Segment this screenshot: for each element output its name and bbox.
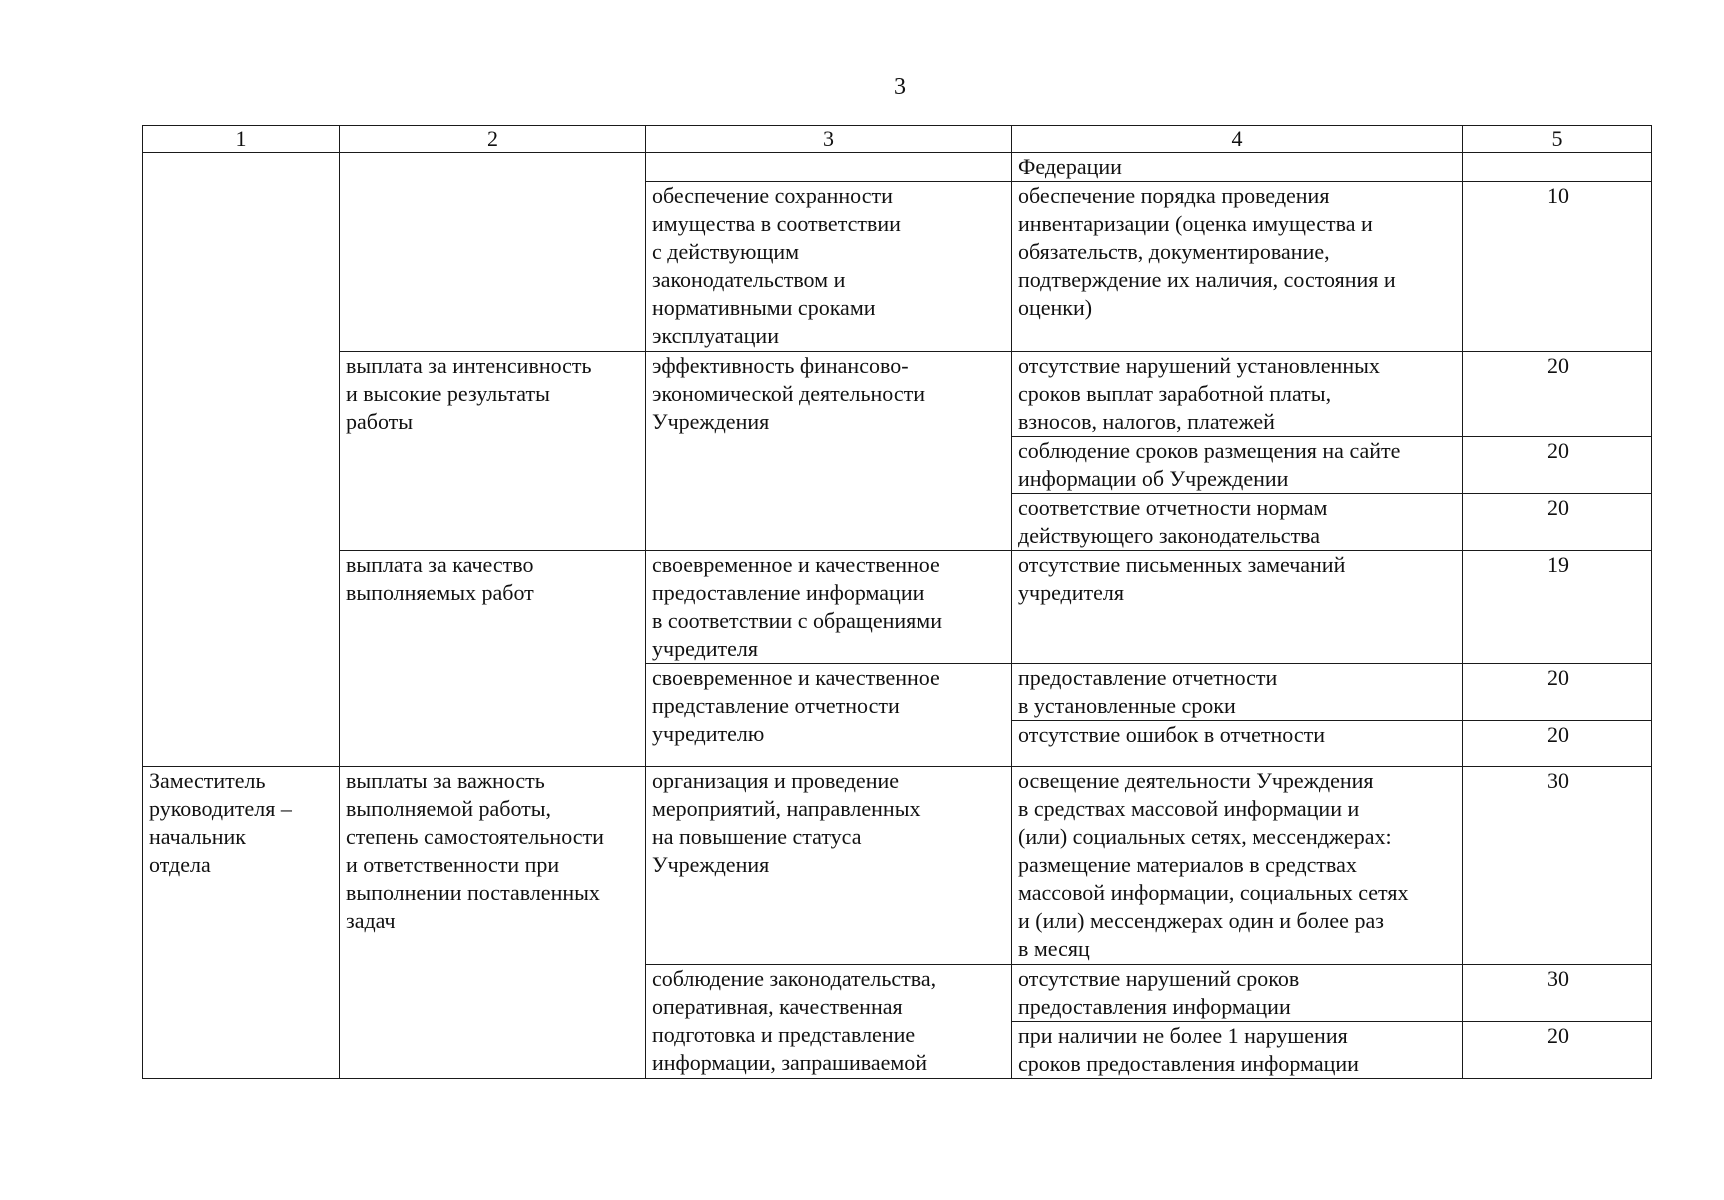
- indicator-cell: отсутствие письменных замечаний учредителя: [1012, 551, 1463, 664]
- header-cell: 2: [340, 126, 646, 153]
- payment-type-cell: [340, 153, 646, 352]
- criterion-cell: эффективность финансово- экономической деятельности Учреждения: [646, 352, 1012, 551]
- indicator-cell: отсутствие нарушений сроков предоставления информации: [1012, 965, 1463, 1022]
- criterion-cell: своевременное и качественное предоставление информации в соответствии с обращениями учредителя: [646, 551, 1012, 664]
- table-row: [143, 352, 1652, 437]
- table-row: [143, 767, 1652, 965]
- payment-type-cell: выплата за интенсивность и высокие результаты работы: [340, 352, 646, 551]
- indicator-cell: Федерации: [1012, 153, 1463, 182]
- indicator-cell: предоставление отчетности в установленные сроки: [1012, 664, 1463, 721]
- points-cell: 20: [1463, 721, 1652, 767]
- table-row: [143, 551, 1652, 664]
- criterion-cell: соблюдение законодательства, оперативная, качественная подготовка и представление информации, запрашиваемой: [646, 965, 1012, 1079]
- points-cell: 20: [1463, 664, 1652, 721]
- points-cell: 19: [1463, 551, 1652, 664]
- header-cell: 4: [1012, 126, 1463, 153]
- indicator-cell: при наличии не более 1 нарушения сроков предоставления информации: [1012, 1022, 1463, 1079]
- header-cell: 3: [646, 126, 1012, 153]
- points-cell: 30: [1463, 965, 1652, 1022]
- page-number: 3: [894, 74, 906, 100]
- criteria-table: [142, 125, 1652, 1079]
- points-cell: 20: [1463, 352, 1652, 437]
- points-cell: 20: [1463, 437, 1652, 494]
- indicator-cell: отсутствие нарушений установленных сроков выплат заработной платы, взносов, налогов, платежей: [1012, 352, 1463, 437]
- payment-type-cell: выплаты за важность выполняемой работы, степень самостоятельности и ответственности при выполнении поставленных задач: [340, 767, 646, 1079]
- points-cell: 20: [1463, 494, 1652, 551]
- payment-type-cell: выплата за качество выполняемых работ: [340, 551, 646, 767]
- indicator-cell: обеспечение порядка проведения инвентаризации (оценка имущества и обязательств, документирование, подтверждение их наличия, состояния и оценки): [1012, 182, 1463, 352]
- criterion-cell: организация и проведение мероприятий, направленных на повышение статуса Учреждения: [646, 767, 1012, 965]
- header-cell: 5: [1463, 126, 1652, 153]
- position-cell: [143, 153, 340, 767]
- points-cell: 20: [1463, 1022, 1652, 1079]
- table-row: [143, 153, 1652, 182]
- points-cell: 30: [1463, 767, 1652, 965]
- points-cell: 10: [1463, 182, 1652, 352]
- indicator-cell: отсутствие ошибок в отчетности: [1012, 721, 1463, 767]
- position-cell: Заместитель руководителя – начальник отдела: [143, 767, 340, 1079]
- points-cell: [1463, 153, 1652, 182]
- criterion-cell: [646, 153, 1012, 182]
- criterion-cell: обеспечение сохранности имущества в соответствии с действующим законодательством и нормативными сроками эксплуатации: [646, 182, 1012, 352]
- header-cell: 1: [143, 126, 340, 153]
- criterion-cell: своевременное и качественное представление отчетности учредителю: [646, 664, 1012, 767]
- indicator-cell: освещение деятельности Учреждения в средствах массовой информации и (или) социальных сетях, мессенджерах: размещение материалов в средствах массовой информации, социальных сетях и (или) мессенджерах один и более раз в месяц: [1012, 767, 1463, 965]
- indicator-cell: соответствие отчетности нормам действующего законодательства: [1012, 494, 1463, 551]
- table-header-row: [143, 126, 1652, 153]
- indicator-cell: соблюдение сроков размещения на сайте информации об Учреждении: [1012, 437, 1463, 494]
